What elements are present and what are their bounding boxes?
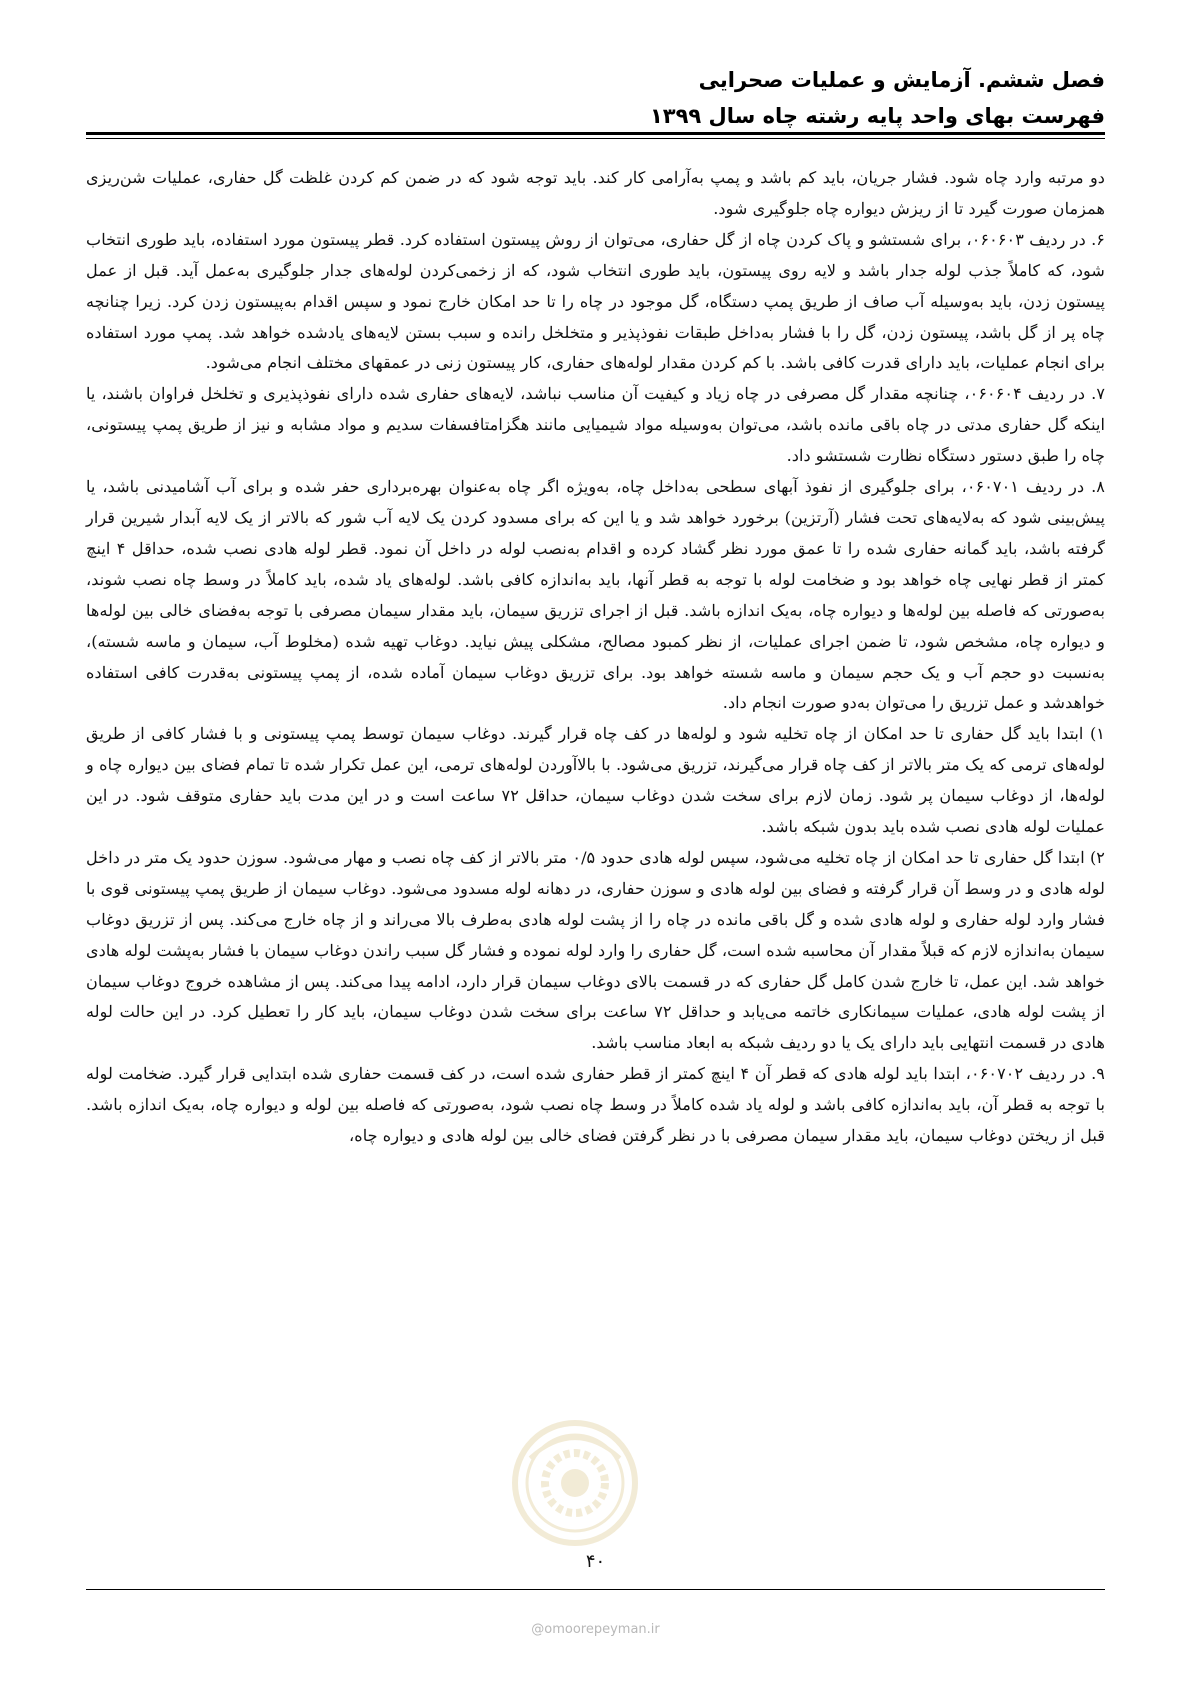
page-header [86,62,1105,134]
paragraph: ۱) ابتدا باید گل حفاری تا حد امکان از چاه تخلیه شود و لوله‌ها در کف چاه قرار گیرند. دوغاب سیمان توسط پمپ پیستونی و با فشار کافی از طریق لوله‌های ترمی که یک متر بالاتر از کف چاه قرار می‌گیرند، تزریق می‌شود. با بالاآوردن لوله‌های ترمی، این عمل تکرار شده تا تمام فضای بین دیواره چاه و لوله‌ها، از دوغاب سیمان پر شود. زمان لازم برای سخت شدن دوغاب سیمان، حداقل ۷۲ ساعت است و در این مدت باید حفاری متوقف شود. در این عملیات لوله هادی نصب شده باید بدون شبکه باشد. [86,724,1105,837]
header-rule-thin [86,138,1105,139]
paragraph: دو مرتبه وارد چاه شود. فشار جریان، باید کم باشد و پمپ به‌آرامی کار کند. باید توجه شود که در ضمن کم کردن غلظت گل حفاری، عملیات شن‌ریزی همزمان صورت گیرد تا از ریزش دیواره چاه جلوگیری شود. [86,168,1105,218]
paragraph: ۹. در ردیف ۰۶۰۷۰۲، ابتدا باید لوله هادی که قطر آن ۴ اینچ کمتر از قطر حفاری شده است، در کف قسمت حفاری شده ابتدایی قرار گیرد. ضخامت لوله با توجه به قطر آن، باید به‌اندازه کافی باشد و لوله یاد شده کاملاً در وسط چاه نصب شود، به‌صورتی که فاصله بین لوله و دیواره چاه، به‌یک اندازه باشد. قبل از ریختن دوغاب سیمان، باید مقدار سیمان مصرفی با در نظر گرفتن فضای خالی بین لوله هادی و دیواره چاه، [86,1064,1105,1146]
paragraph: ۸. در ردیف ۰۶۰۷۰۱، برای جلوگیری از نفوذ آبهای سطحی به‌داخل چاه، به‌ویژه اگر چاه به‌عنوان بهره‌برداری حفر شده و برای آب آشامیدنی باشد، یا پیش‌بینی شود که به‌لایه‌های تحت فشار (آرتزین) برخورد خواهد شد و یا این که برای مسدود کردن یک لایه آب شور که بالاتر از یک لایه آبدار شیرین قرار گرفته باشد، باید گمانه حفاری شده را تا عمق مورد نظر گشاد کرده و اقدام به‌نصب لوله در داخل آن نمود. قطر لوله هادی نصب شده، حداقل ۴ اینچ کمتر از قطر نهایی چاه خواهد بود و ضخامت لوله با توجه به قطر آنها، باید به‌اندازه کافی باشد. لوله‌های یاد شده، باید کاملاً در وسط چاه نصب شوند، به‌صورتی که فاصله بین لوله‌ها و دیواره چاه، به‌یک اندازه باشد. قبل از اجرای تزریق سیمان، باید مقدار سیمان مصرفی با توجه به‌فضای خالی بین لوله‌ها و دیواره چاه، مشخص شود، تا ضمن اجرای عملیات، از نظر کمبود مصالح، مشکلی پیش نیاید. دوغاب تهیه شده (مخلوط آب، سیمان و ماسه شسته)، به‌نسبت دو حجم آب و یک حجم سیمان و ماسه شسته خواهد بود. برای تزریق دوغاب سیمان آماده شده، از پمپ پیستونی به‌قدرت کافی استفاده خواهدشد و عمل تزریق را می‌توان به‌دو صورت انجام داد. [86,477,1105,713]
paragraph: ۲) ابتدا گل حفاری تا حد امکان از چاه تخلیه می‌شود، سپس لوله هادی حدود ۰/۵ متر بالاتر از کف چاه نصب و مهار می‌شود. سوزن حدود یک متر در داخل لوله هادی و در وسط آن قرار گرفته و فضای بین لوله هادی و سوزن حفاری، در دهانه لوله مسدود می‌شود. دوغاب سیمان از طریق پمپ پیستونی قوی با فشار وارد لوله حفاری و لوله هادی شده و گل باقی مانده در چاه را از پشت لوله هادی به‌طرف بالا می‌راند و از چاه خارج می‌کند. پس از تزریق دوغاب سیمان به‌اندازه لازم که قبلاً مقدار آن محاسبه شده است، گل حفاری را وارد لوله نموده و فشار گل سبب راندن دوغاب سیمان با فشار به‌پشت لوله هادی خواهد شد. این عمل، تا خارج شدن کامل گل حفاری که در قسمت بالای دوغاب سیمان قرار دارد، ادامه پیدا می‌کند. پس از مشاهده خروج دوغاب سیمان از پشت لوله هادی، عملیات سیمانکاری خاتمه می‌یابد و حداقل ۷۲ ساعت برای سخت شدن دوغاب سیمان، باید کار را تعطیل کرد. در این حالت لوله هادی در قسمت انتهایی باید دارای یک یا دو ردیف شبکه به ابعاد مناسب باشد. [86,847,1105,1053]
paragraph: ۷. در ردیف ۰۶۰۶۰۴، چنانچه مقدار گل مصرفی در چاه زیاد و کیفیت آن مناسب نباشد، لایه‌های حفاری شده دارای نفوذپذیری و تخلخل فراوان باشند، یا اینکه گل حفاری مدتی در چاه باقی مانده باشد، می‌توان به‌وسیله مواد شیمیایی مانند هگزامتافسفات سدیم و مواد مشابه و نیز از طریق پمپ پیستونی، چاه را طبق دستور دستگاه نظارت شستشو داد. [86,384,1106,466]
seal-logo-icon [510,1418,640,1548]
page-number: ۴۰ [585,1551,606,1572]
body-text [86,163,1105,1152]
site-watermark: @omoorepeyman.ir [531,1622,660,1637]
paragraph: ۶. در ردیف ۰۶۰۶۰۳، برای شستشو و پاک کردن چاه از گل حفاری، می‌توان از روش پیستون استفاده کرد. قطر پیستون مورد استفاده، باید طوری انتخاب شود، که کاملاً جذب لوله جدار باشد و لایه روی پیستون، باید طوری انتخاب شود، که از زخمی‌کردن لوله‌های جدار جلوگیری به‌عمل آید. قبل از عمل پیستون زدن، باید به‌وسیله آب صاف از طریق پمپ دستگاه، گل موجود در چاه را تا حد امکان خارج نمود و سپس اقدام به‌پیستون زدن کرد. زیرا چنانچه چاه پر از گل باشد، پیستون زدن، گل را با فشار به‌داخل طبقات نفوذپذیر و متخلخل رانده و سبب بستن لایه‌های یادشده خواهد شد. پمپ مورد استفاده برای انجام عملیات، باید دارای قدرت کافی باشد. با کم کردن مقدار لوله‌های حفاری، کار پیستون زنی در عمقهای مختلف انجام می‌شود. [86,229,1105,373]
header-rule-thick [86,132,1105,135]
chapter-title: فصل ششم. آزمایش و عملیات صحرایی [698,68,1105,92]
footer-rule [86,1589,1105,1590]
book-title: فهرست بهای واحد پایه رشته چاه سال ۱۳۹۹ [649,104,1105,128]
